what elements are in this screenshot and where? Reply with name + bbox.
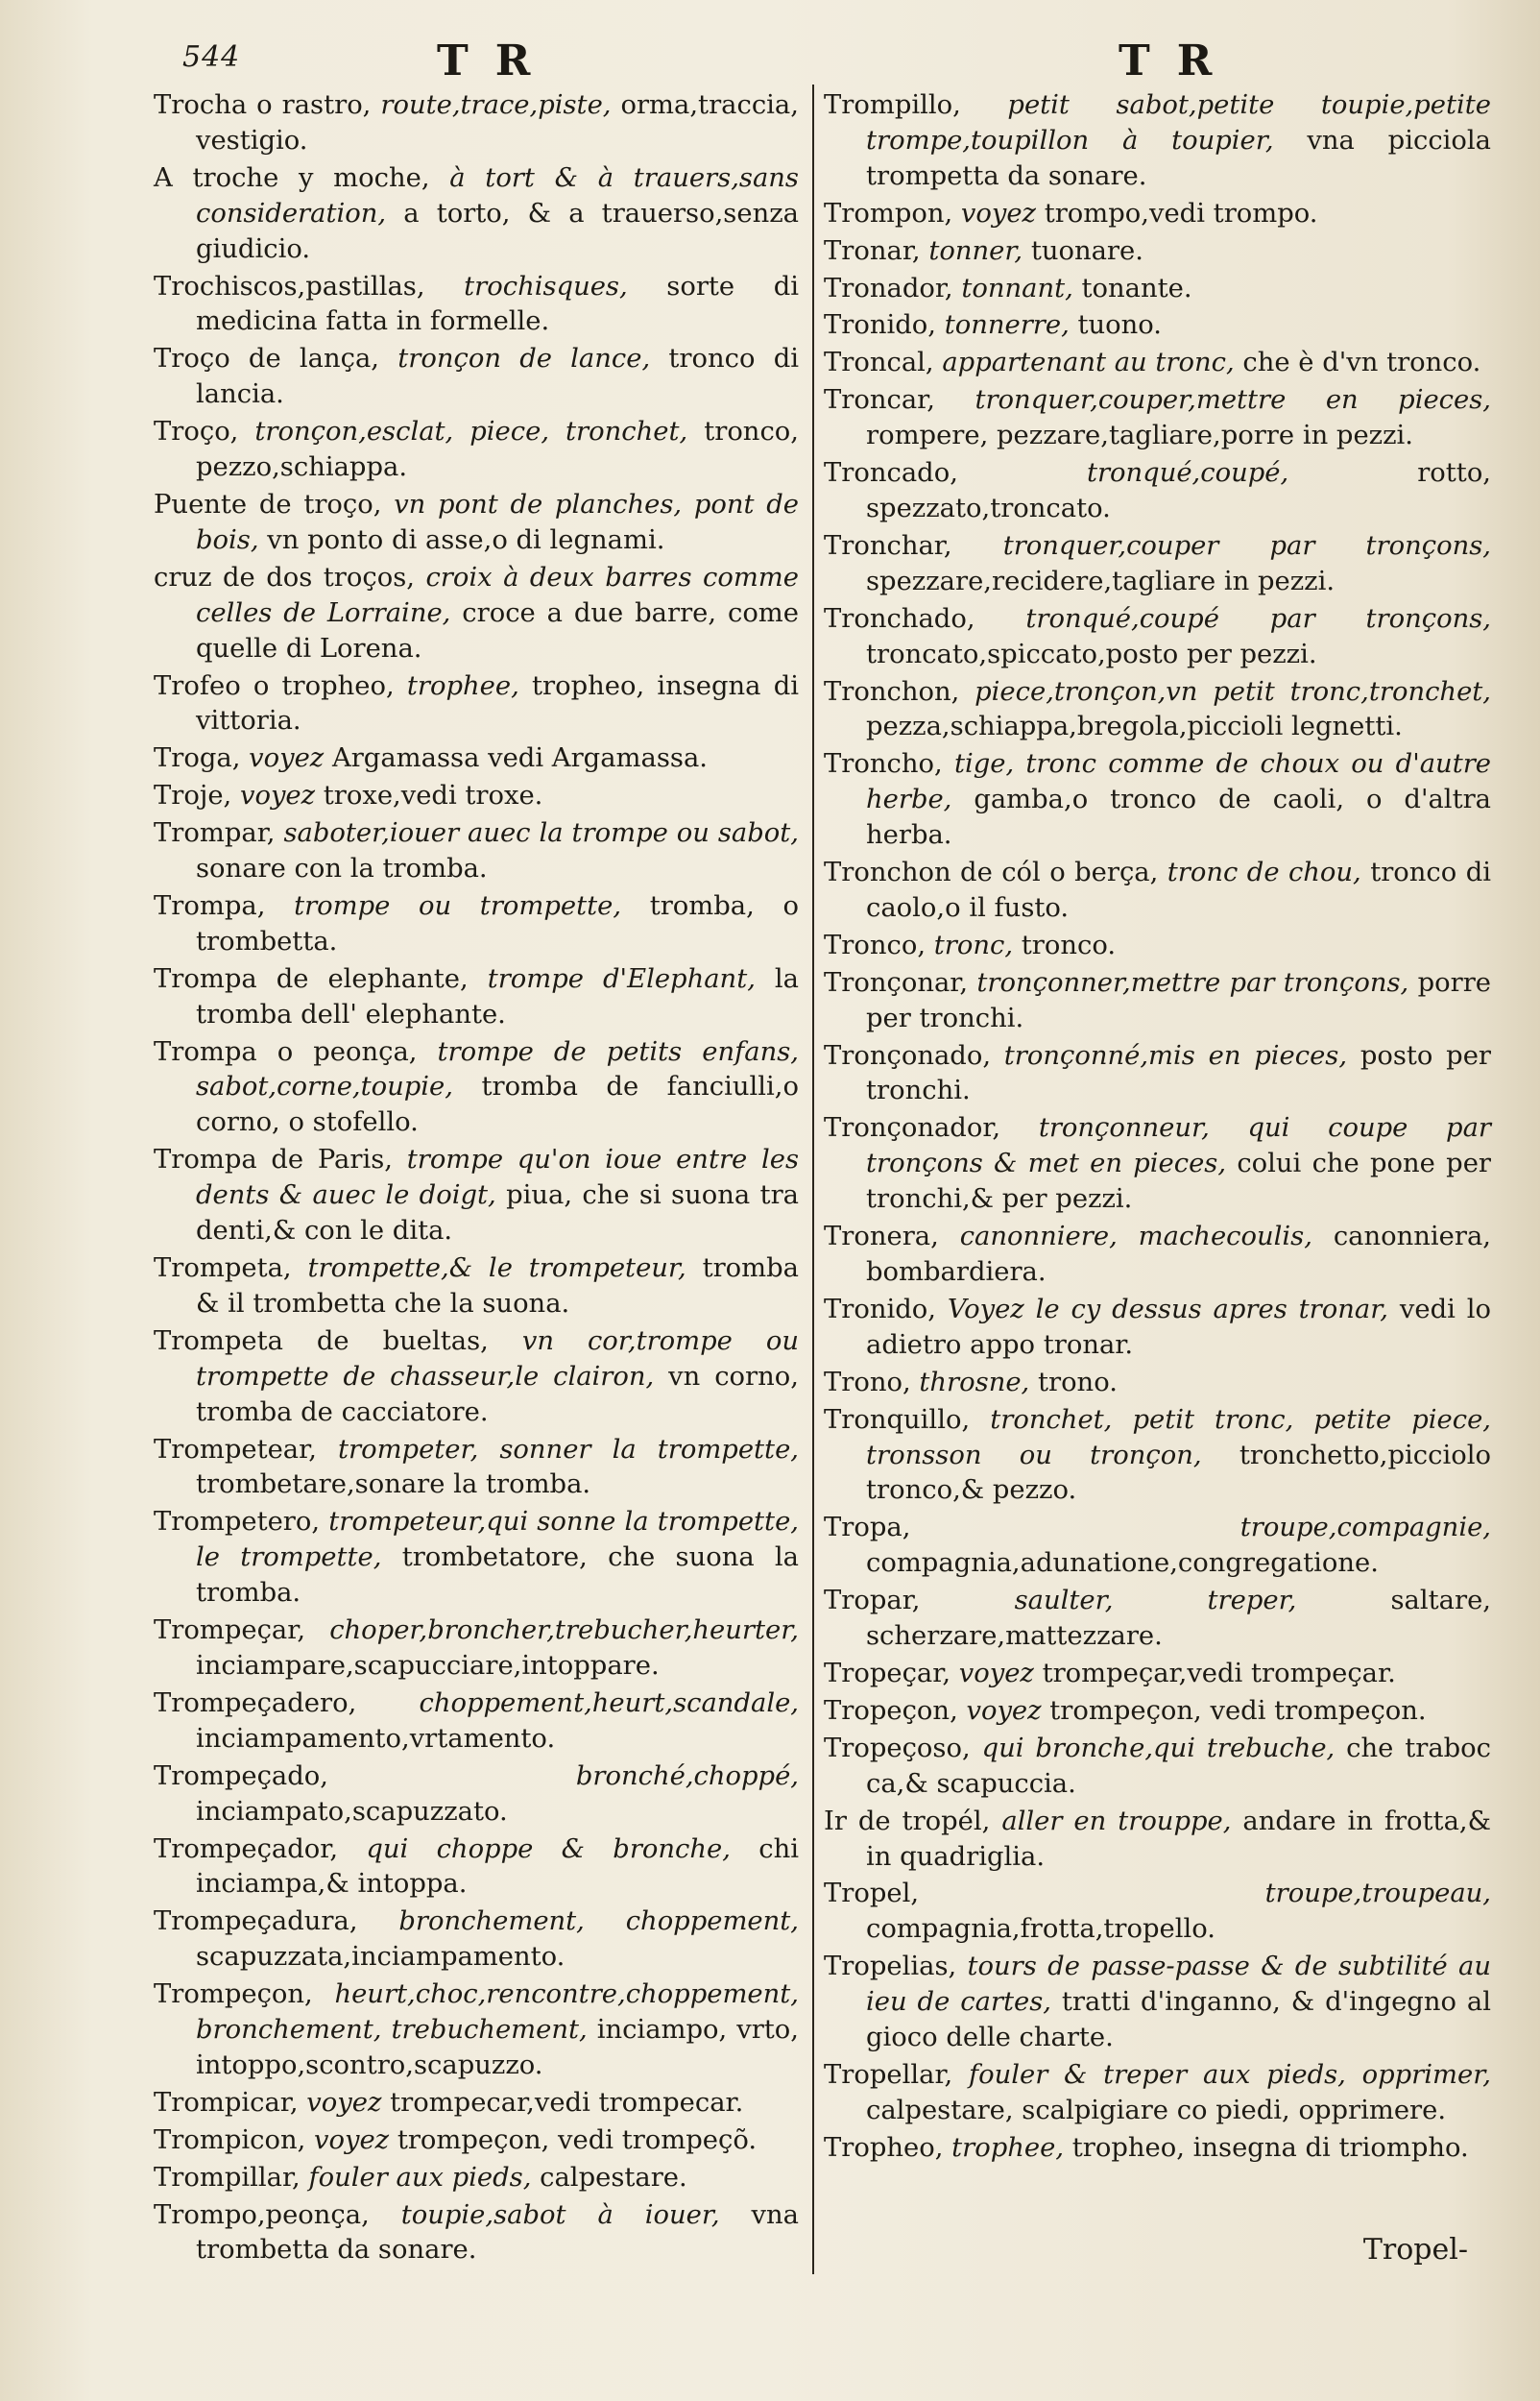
dictionary-entry: Tronador, tonnant, tonante. <box>824 273 1192 303</box>
dictionary-entry: Troço, tronçon,esclat, piece, tronchet, tronco, pezzo,schiappa. <box>154 417 799 483</box>
dictionary-entry: Trompa de elephante, trompe d'Elephant, la tromba dell' elephante. <box>154 963 799 1030</box>
dictionary-entry: Tropel, troupe,troupeau, compagnia,frotta,tropello. <box>824 1879 1491 1945</box>
dictionary-entry: Tronchado, tronqué,coupé par tronçons, troncato,spiccato,posto per pezzi. <box>824 603 1491 669</box>
dictionary-entry: Tronido, Voyez le cy dessus apres tronar, vedi lo adietro appo tronar. <box>824 1294 1491 1360</box>
dictionary-entry: Trompeçado, bronché,choppé, inciampato,scapuzzato. <box>154 1760 799 1827</box>
dictionary-entry: Tronchon, piece,tronçon,vn petit tronc,tronchet, pezza,schiappa,bregola,piccioli legnetti. <box>824 676 1491 742</box>
dictionary-entry: Trompa, trompe ou trompette, tromba, o trombetta. <box>154 890 799 957</box>
dictionary-entry: Trompeta de bueltas, vn cor,trompe ou trompette de chasseur,le clairon, vn corno, tromba de cacciatore. <box>154 1325 800 1427</box>
dictionary-entry: Trompar, saboter,iouer auec la trompe ou sabot, sonare con la tromba. <box>154 818 799 885</box>
dictionary-entry: Troje, voyez troxe,vedi troxe. <box>154 781 543 812</box>
dictionary-entry: A troche y moche, à tort & à trauers,sans consideration, a torto, & a trauerso,senza giudicio. <box>154 162 799 264</box>
dictionary-entry: Trompeçadero, choppement,heurt,scandale, inciampamento,vrtamento. <box>154 1687 799 1754</box>
dictionary-entry: Tronar, tonner, tuonare. <box>824 235 1143 266</box>
left-column <box>154 88 799 2270</box>
dictionary-entry: Troga, voyez Argamassa vedi Argamassa. <box>154 743 709 774</box>
dictionary-entry: Tronçonar, tronçonner,mettre par tronçons, porre per tronchi. <box>824 967 1491 1033</box>
dictionary-entry: Tropeçon, voyez trompeçon, vedi trompeçon. <box>824 1695 1427 1726</box>
dictionary-entry: Trompillo, petit sabot,petite toupie,petite trompe,toupillon à toupier, vna picciola trompetta da sonare. <box>824 90 1491 191</box>
dictionary-entry: Troncar, tronquer,couper,mettre en pieces, rompere, pezzare,tagliare,porre in pezzi. <box>824 385 1491 451</box>
dictionary-entry: Tronido, tonnerre, tuono. <box>824 310 1163 341</box>
dictionary-entry: Trompicar, voyez trompecar,vedi trompecar. <box>154 2087 744 2118</box>
dictionary-entry: Trompetero, trompeteur,qui sonne la trompette, le trompette, trombetatore, che suona la tromba. <box>154 1507 799 1609</box>
dictionary-entry: Troço de lança, tronçon de lance, tronco di lancia. <box>154 344 799 410</box>
dictionary-entry: Trompicon, voyez trompeçon, vedi trompeçõ. <box>154 2124 758 2155</box>
page-number: 544 <box>182 40 241 74</box>
dictionary-entry: Tronçonado, tronçonné,mis en pieces, posto per tronchi. <box>824 1040 1492 1106</box>
dictionary-entry: Tronera, canonniere, machecoulis, canonniera, bombardiera. <box>824 1222 1491 1287</box>
dictionary-entry: Puente de troço, vn pont de planches, pont de bois, vn ponto di asse,o di legnami. <box>154 489 799 555</box>
dictionary-entry: Trompeçadura, bronchement, choppement, scapuzzata,inciampamento. <box>154 1906 799 1973</box>
dictionary-entry: Trompillar, fouler aux pieds, calpestare. <box>154 2162 687 2193</box>
dictionary-entry: Tropheo, trophee, tropheo, insegna di triompho. <box>824 2132 1469 2163</box>
dictionary-entry: Tropeçar, voyez trompeçar,vedi trompeçar. <box>824 1658 1396 1688</box>
dictionary-entry: Tropellar, fouler & treper aux pieds, opprimer, calpestare, scalpigiare co piedi, opprimere. <box>824 2059 1491 2125</box>
dictionary-entry: Trompeta, trompette,& le trompeteur, tromba & il trombetta che la suona. <box>154 1253 799 1319</box>
dictionary-entry: Ir de tropél, aller en trouppe, andare in frotta,& in quadriglia. <box>824 1806 1491 1872</box>
dictionary-entry: Tronquillo, tronchet, petit tronc, petite piece, tronsson ou tronçon, tronchetto,picciolo tronco,& pezzo. <box>824 1404 1491 1506</box>
dictionary-entry: Tropeçoso, qui bronche,qui trebuche, che traboc ca,& scapuccia. <box>824 1733 1492 1799</box>
dictionary-entry: Tronçonador, tronçonneur, qui coupe par tronçons & met en pieces, colui che pone per tronchi,& per pezzi. <box>824 1113 1491 1215</box>
dictionary-entry: Tronchar, tronquer,couper par tronçons, spezzare,recidere,tagliare in pezzi. <box>824 530 1491 596</box>
right-column <box>824 88 1491 2169</box>
running-header-right: TR <box>1119 36 1239 85</box>
dictionary-entry: Troncal, appartenant au tronc, che è d'vn tronco. <box>824 348 1481 378</box>
dictionary-entry: Troncho, tige, tronc comme de choux ou d'autre herbe, gamba,o tronco de caoli, o d'altra herba. <box>824 749 1492 851</box>
dictionary-entry: Trochiscos,pastillas, trochisques, sorte di medicina fatta in formelle. <box>154 271 799 337</box>
dictionary-entry: Tropelias, tours de passe-passe & de subtilité au ieu de cartes, tratti d'inganno, & d'ingegno al gioco delle charte. <box>824 1952 1492 2053</box>
dictionary-entry: Trono, throsne, trono. <box>824 1367 1118 1397</box>
column-divider <box>812 85 814 2274</box>
dictionary-entry: Tronchon de cól o berça, tronc de chou, tronco di caolo,o il fusto. <box>824 858 1491 923</box>
dictionary-entry: Tropa, troupe,compagnie, compagnia,adunatione,congregatione. <box>824 1513 1491 1579</box>
dictionary-entry: Trocha o rastro, route,trace,piste, orma,traccia, vestigio. <box>154 90 799 156</box>
dictionary-entry: Trompeçar, choper,broncher,trebucher,heurter, inciampare,scapucciare,intoppare. <box>154 1615 799 1681</box>
dictionary-entry: Trofeo o tropheo, trophee, tropheo, insegna di vittoria. <box>154 670 799 737</box>
catchword: Tropel- <box>1362 2233 1468 2267</box>
dictionary-entry: Trompo,peonça, toupie,sabot à iouer, vna trombetta da sonare. <box>154 2199 799 2266</box>
dictionary-entry: Tronco, tronc, tronco. <box>824 930 1117 960</box>
dictionary-entry: Trompa o peonça, trompe de petits enfans, sabot,corne,toupie, tromba de fanciulli,o corno, o stofello. <box>154 1036 799 1138</box>
dictionary-entry: Trompa de Paris, trompe qu'on ioue entre les dents & auec le doigt, piua, che si suona tra denti,& con le dita. <box>154 1145 799 1247</box>
dictionary-entry: Trompeçon, heurt,choc,rencontre,choppement, bronchement, trebuchement, inciampo, vrto, intoppo,scontro,scapuzzo. <box>154 1979 799 2080</box>
dictionary-entry: cruz de dos troços, croix à deux barres comme celles de Lorraine, croce a due barre, come quelle di Lorena. <box>154 562 799 664</box>
dictionary-entry: Troncado, tronqué,coupé, rotto, spezzato,troncato. <box>824 458 1492 523</box>
dictionary-entry: Trompetear, trompeter, sonner la trompette, trombetare,sonare la tromba. <box>154 1434 799 1500</box>
dictionary-entry: Trompon, voyez trompo,vedi trompo. <box>824 198 1318 229</box>
running-header-left: TR <box>437 36 558 85</box>
dictionary-entry: Trompeçador, qui choppe & bronche, chi inciampa,& intoppa. <box>154 1833 799 1900</box>
dictionary-entry: Tropar, saulter, treper, saltare, scherzare,mattezzare. <box>824 1586 1491 1652</box>
